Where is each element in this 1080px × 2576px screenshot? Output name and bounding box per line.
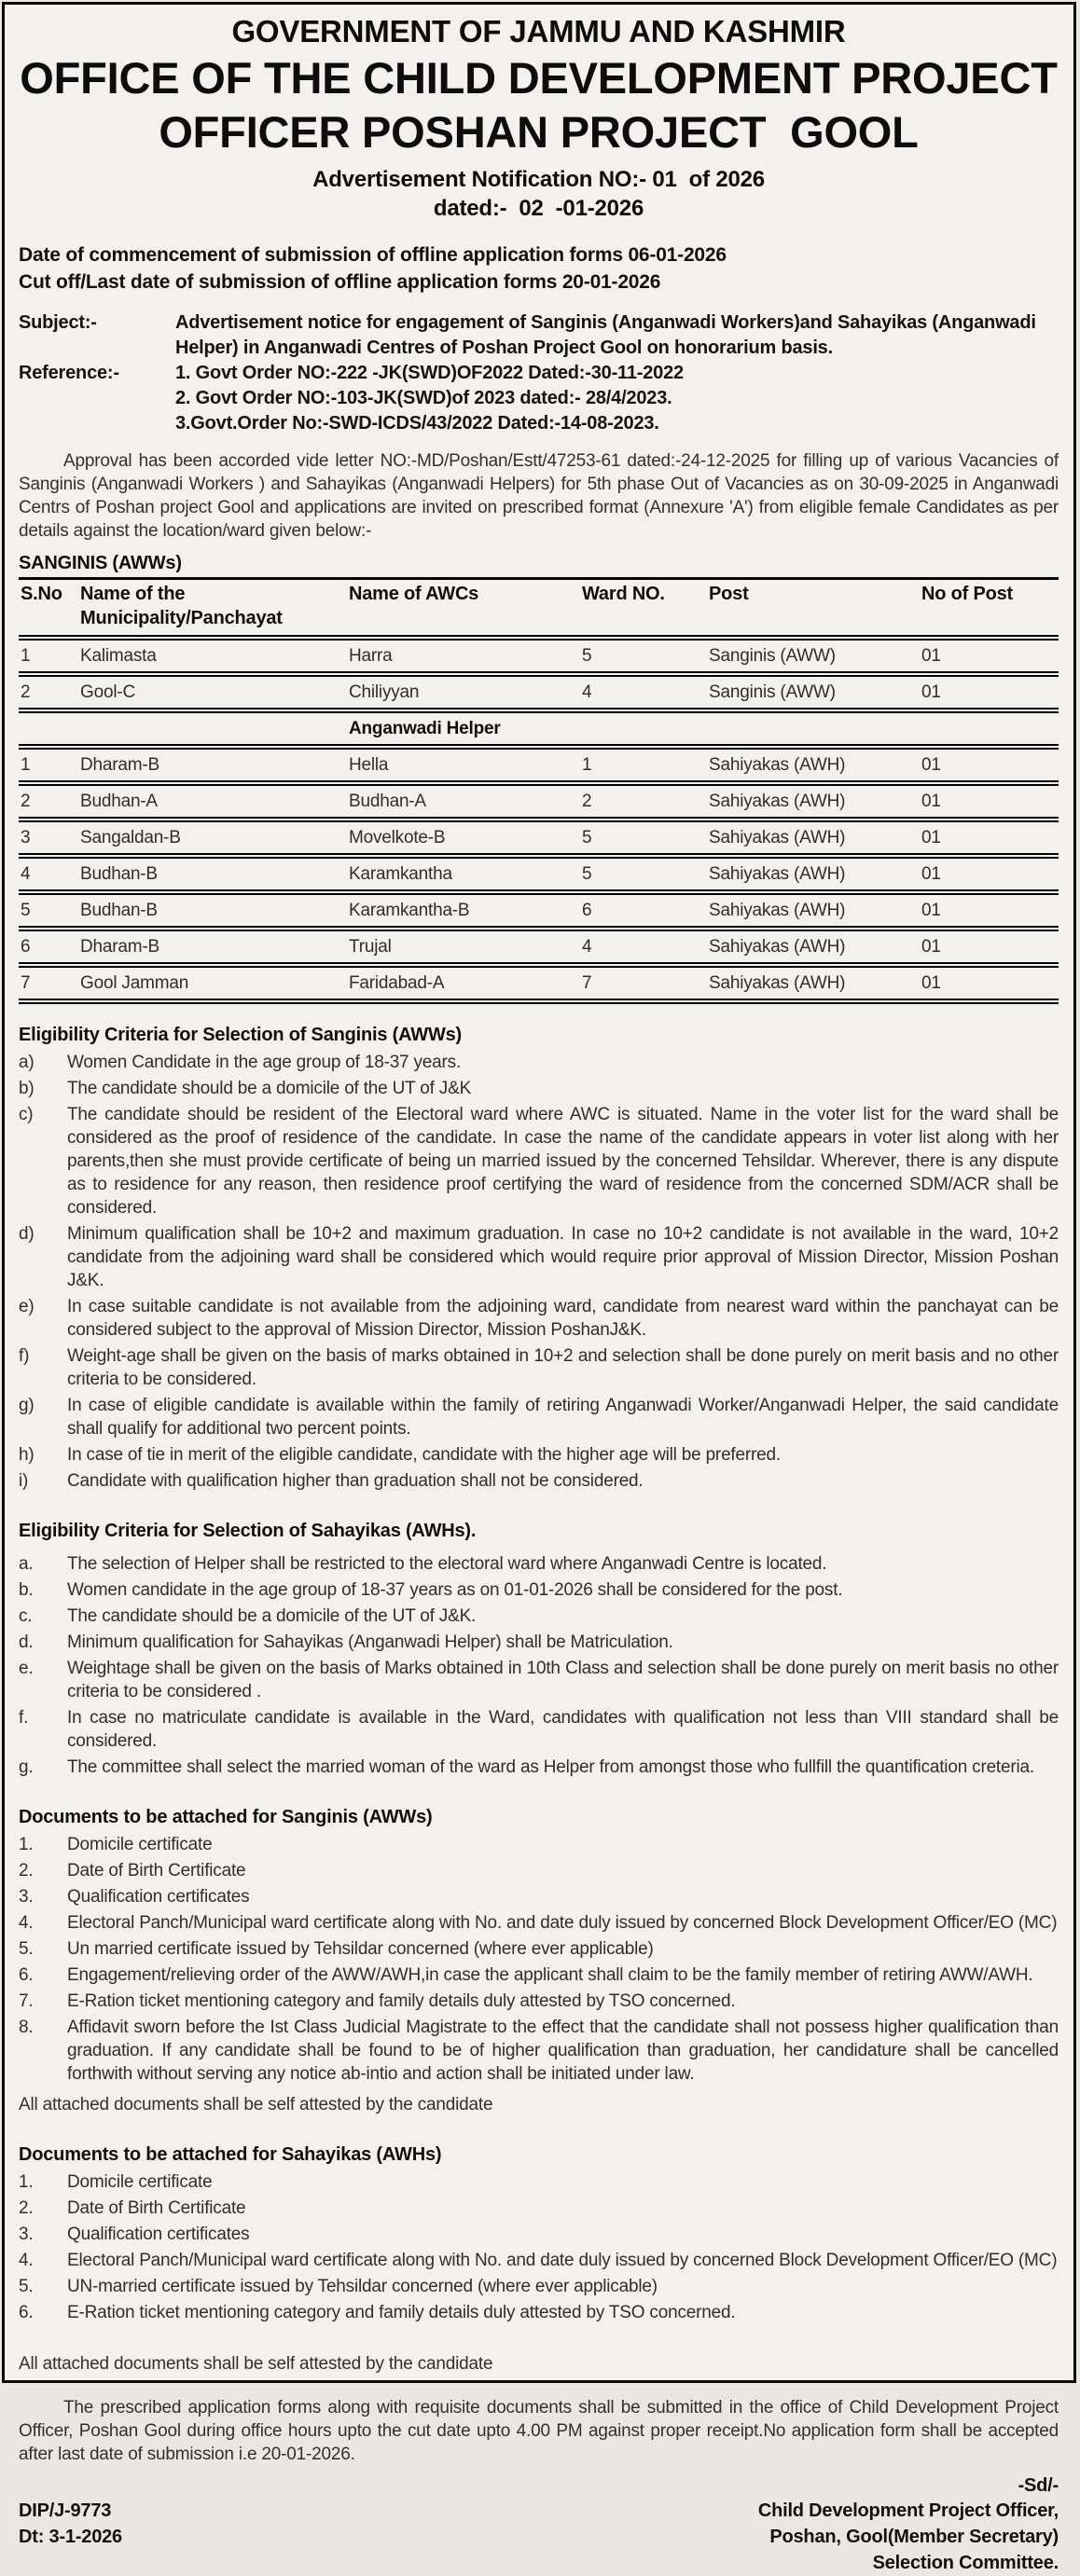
approval-paragraph: Approval has been accorded vide letter NO:-MD/Poshan/Estt/47253-61 dated:-24-12-2025 for filling up of various Vacancies of Sanginis (Anganwadi Workers ) and Sahayikas (Anganwadi Helpers) for 5th phase Out of Vacancies as on 30-09-2025 in Anganwadi Centrs of Poshan project Gool and applications are invited on prescribed format (Annexure 'A') from eligible female Candidates as per details against the location/ward given below:- [19, 451, 1059, 541]
table-cell-empty [920, 710, 1059, 747]
list-text: Affidavit sworn before the Ist Class Judicial Magistrate to the effect that the candidate shall not possess higher qualification than graduation. If any candidate shall be found to be of higher qualification than graduation, her candidature shall be cancelled forthwith without serving any notice ab-intio and action shall be initiated under law. [67, 2018, 1059, 2084]
list-text: Date of Birth Certificate [67, 1861, 246, 1880]
table-cell-awc: Karamkantha [347, 856, 580, 892]
eligibility-sanginis-heading: Eligibility Criteria for Selection of Sanginis (AWWs) [19, 1025, 463, 1045]
notification-date: dated:- 02 -01-2026 [433, 196, 644, 221]
list-item [19, 2301, 1059, 2324]
table-cell-sno: 2 [19, 783, 78, 820]
cutoff-date-line: Cut off/Last date of submission of offline application forms 20-01-2026 [19, 271, 661, 293]
eligibility-sanginis-list [19, 1051, 1059, 1493]
table-row [19, 747, 1059, 783]
list-marker: 7. [19, 1991, 34, 2011]
table-cell-municipality: Dharam-B [78, 929, 347, 965]
dip-block [19, 2498, 122, 2576]
list-text: Electoral Panch/Municipal ward certificate along with No. and date duly issued by concerned Block Development Officer/EO (MC) [67, 2251, 1058, 2270]
list-item [19, 1394, 1059, 1440]
list-text: The candidate should be a domicile of the UT of J&K [67, 1079, 472, 1098]
list-item [19, 1295, 1059, 1342]
list-marker: a) [19, 1053, 35, 1072]
list-marker: 2. [19, 2198, 34, 2218]
list-marker: e. [19, 1659, 34, 1678]
list-item [19, 1552, 1059, 1576]
sd-signature: -Sd/- [1018, 2475, 1059, 2496]
documents-sanginis-list [19, 1833, 1059, 2086]
list-item [19, 1222, 1059, 1292]
dip-date: Dt: 3-1-2026 [19, 2527, 122, 2547]
list-text: Minimum qualification for Sahayikas (Anganwadi Helper) shall be Matriculation. [67, 1632, 673, 1652]
table-cell-awc: Budhan-A [347, 783, 580, 820]
list-marker: 3. [19, 1887, 34, 1907]
list-item [19, 1911, 1059, 1935]
officer-designation-line: Child Development Project Officer, [757, 2500, 1059, 2521]
table-cell-ward: 2 [580, 783, 707, 820]
table-cell-municipality: Kalimasta [78, 638, 347, 674]
table-cell-post: Sahiyakas (AWH) [707, 820, 920, 856]
list-marker: 8. [19, 2018, 34, 2037]
list-marker: d) [19, 1224, 35, 1244]
helper-subheader-cell: Anganwadi Helper [347, 710, 580, 747]
table-cell-post: Sanginis (AWW) [707, 674, 920, 710]
documents-sanginis-heading: Documents to be attached for Sanginis (AWWs) [19, 1807, 433, 1827]
list-item [19, 1605, 1059, 1628]
officer-designation-block [758, 2498, 1059, 2576]
table-cell-awc: Karamkantha-B [347, 892, 580, 929]
list-text: The candidate should be resident of the Electoral ward where AWC is situated. Name in the voter list for the ward shall be considered as the proof of residence of the candidate. In case the name of the candidate appears in voter list along with her parents,then she must provide certificate of being un married issued by the concerned Tehsildar. Wherever, there is any dispute as to residence for any reason, then residence proof certifying the ward of residence from the concerned SDM/ACR shall be considered. [67, 1105, 1059, 1218]
column-header-ward: Ward NO. [580, 579, 707, 639]
closing-paragraph: The prescribed application forms along with requisite documents shall be submitted in the office of Child Development Project Officer, Poshan Gool during office hours upto the cut date upto 4.00 PM against proper receipt.No application form shall be accepted after last date of submission i.e 20-01-2026. [19, 2398, 1059, 2464]
helper-rows [19, 747, 1059, 1001]
vacancy-table [19, 577, 1059, 1004]
list-text: The committee shall select the married woman of the ward as Helper from amongst those who fullfill the quantification creteria. [67, 1757, 1034, 1777]
table-cell-ward: 4 [580, 674, 707, 710]
table-cell-post: Sahiyakas (AWH) [707, 892, 920, 929]
table-cell-sno: 1 [19, 747, 78, 783]
table-cell-noofpost: 01 [920, 820, 1059, 856]
list-text: Women candidate in the age group of 18-37 years as on 01-01-2026 shall be considered for the post. [67, 1580, 843, 1600]
table-row [19, 674, 1059, 710]
table-cell-post: Sanginis (AWW) [707, 638, 920, 674]
officer-designation-line: Poshan, Gool(Member Secretary) [769, 2527, 1059, 2547]
list-item [19, 2016, 1059, 2086]
list-marker: 5. [19, 2277, 34, 2296]
table-cell-empty [707, 710, 920, 747]
list-text: In case of eligible candidate is available within the family of retiring Anganwadi Worker/Anganwadi Helper, the said candidate shall qualify for additional two percent points. [67, 1396, 1059, 1439]
list-text: The candidate should be a domicile of the UT of J&K. [67, 1606, 477, 1626]
list-marker: c. [19, 1606, 33, 1626]
table-cell-noofpost: 01 [920, 929, 1059, 965]
table-cell-ward: 5 [580, 820, 707, 856]
table-cell-post: Sahiyakas (AWH) [707, 783, 920, 820]
table-row [19, 892, 1059, 929]
column-header-awc: Name of AWCs [347, 579, 580, 639]
table-cell-municipality: Sangaldan-B [78, 820, 347, 856]
table-cell-post: Sahiyakas (AWH) [707, 856, 920, 892]
list-text: Minimum qualification shall be 10+2 and maximum graduation. In case no 10+2 candidate is not available in the ward, 10+2 candidate from the adjoining ward shall be considered which would require prior approval of Mission Director, Mission Poshan J&K. [67, 1224, 1059, 1290]
table-cell-awc: Hella [347, 747, 580, 783]
list-text: Candidate with qualification higher than graduation shall not be considered. [67, 1471, 644, 1491]
signature-block [19, 2498, 1059, 2576]
table-row [19, 638, 1059, 674]
table-cell-empty [78, 710, 347, 747]
table-title: SANGINIS (AWWs) [19, 553, 182, 573]
list-text: In case no matriculate candidate is available in the Ward, candidates with qualification not less than VIII standard shall be considered. [67, 1708, 1059, 1751]
header-row [19, 579, 1059, 639]
list-marker: f. [19, 1708, 29, 1728]
table-cell-ward: 5 [580, 638, 707, 674]
table-cell-awc: Trujal [347, 929, 580, 965]
list-marker: g) [19, 1396, 35, 1415]
list-item [19, 1990, 1059, 2013]
table-cell-post: Sahiyakas (AWH) [707, 929, 920, 965]
sanginis-rows [19, 638, 1059, 710]
table-cell-sno: 3 [19, 820, 78, 856]
office-title-line1: OFFICE OF THE CHILD DEVELOPMENT PROJECT [20, 53, 1058, 103]
table-cell-municipality: Dharam-B [78, 747, 347, 783]
list-item [19, 1469, 1059, 1493]
list-item [19, 1706, 1059, 1753]
list-marker: b. [19, 1580, 34, 1600]
table-row [19, 856, 1059, 892]
reference-label: Reference:- [19, 363, 119, 383]
eligibility-sahayikas-heading: Eligibility Criteria for Selection of Sahayikas (AWHs). [19, 1521, 477, 1541]
table-cell-noofpost: 01 [920, 965, 1059, 1001]
key-dates-block [19, 241, 1059, 296]
list-text: Date of Birth Certificate [67, 2198, 246, 2218]
list-text: The selection of Helper shall be restricted to the electoral ward where Anganwadi Centre is located. [67, 1554, 827, 1574]
table-cell-municipality: Budhan-B [78, 892, 347, 929]
table-cell-municipality: Budhan-A [78, 783, 347, 820]
subject-label: Subject:- [19, 312, 97, 333]
vacancy-table-header [19, 579, 1059, 639]
list-text: Electoral Panch/Municipal ward certificate along with No. and date duly issued by concerned Block Development Officer/EO (MC) [67, 1913, 1058, 1933]
list-item [19, 1937, 1059, 1961]
list-marker: 1. [19, 2172, 34, 2192]
table-cell-ward: 4 [580, 929, 707, 965]
officer-designation-line: Selection Committee. [872, 2553, 1059, 2573]
documents-sahayikas-list [19, 2170, 1059, 2324]
list-text: UN-married certificate issued by Tehsildar concerned (where ever applicable) [67, 2277, 658, 2296]
list-item [19, 1859, 1059, 1882]
eligibility-sahayikas-list [19, 1552, 1059, 1779]
list-marker: d. [19, 1632, 34, 1652]
advertisement-notification-number: Advertisement Notification NO:- 01 of 2026 [312, 167, 765, 192]
list-marker: 4. [19, 2251, 34, 2270]
helper-subheader-row [19, 710, 1059, 747]
list-item [19, 1833, 1059, 1856]
table-cell-noofpost: 01 [920, 892, 1059, 929]
list-marker: 4. [19, 1913, 34, 1933]
self-attested-note-sahayikas: All attached documents shall be self attested by the candidate [19, 2354, 493, 2374]
list-item [19, 1756, 1059, 1779]
government-title: GOVERNMENT OF JAMMU AND KASHMIR [231, 14, 846, 48]
table-cell-awc: Chiliyyan [347, 674, 580, 710]
helper-subheader-section [19, 710, 1059, 747]
list-text: In case of tie in merit of the eligible candidate, candidate with the higher age will be preferred. [67, 1445, 781, 1465]
list-marker: i) [19, 1471, 29, 1491]
table-row [19, 783, 1059, 820]
table-cell-sno: 4 [19, 856, 78, 892]
reference-row [19, 361, 1059, 436]
dip-number: DIP/J-9773 [19, 2500, 112, 2521]
list-marker: e) [19, 1297, 35, 1316]
office-title-line2: OFFICER POSHAN PROJECT GOOL [159, 107, 919, 157]
list-marker: 5. [19, 1939, 34, 1959]
list-text: Weight-age shall be given on the basis of marks obtained in 10+2 and selection shall be done purely on merit basis and no other criteria to be considered. [67, 1346, 1059, 1389]
list-marker: b) [19, 1079, 35, 1098]
table-cell-sno: 7 [19, 965, 78, 1001]
table-cell-noofpost: 01 [920, 674, 1059, 710]
table-cell-empty [19, 710, 78, 747]
document-header [19, 12, 1059, 223]
list-item [19, 1443, 1059, 1467]
table-cell-post: Sahiyakas (AWH) [707, 747, 920, 783]
reference-item: 3.Govt.Order No:-SWD-ICDS/43/2022 Dated:-14-08-2023. [175, 413, 659, 434]
subject-text: Advertisement notice for engagement of Sanginis (Anganwadi Workers)and Sahayikas (Anganwadi Helper) in Anganwadi Centres of Poshan Project Gool on honorarium basis. [175, 312, 1036, 358]
table-cell-awc: Movelkote-B [347, 820, 580, 856]
list-item [19, 1344, 1059, 1391]
table-cell-sno: 2 [19, 674, 78, 710]
list-item [19, 1103, 1059, 1219]
list-marker: 2. [19, 1861, 34, 1880]
list-item [19, 1657, 1059, 1703]
table-row [19, 820, 1059, 856]
table-cell-municipality: Gool Jamman [78, 965, 347, 1001]
reference-item: 2. Govt Order NO:-103-JK(SWD)of 2023 dated:- 28/4/2023. [175, 388, 672, 408]
table-cell-noofpost: 01 [920, 638, 1059, 674]
list-marker: 1. [19, 1835, 34, 1854]
table-cell-sno: 6 [19, 929, 78, 965]
list-text: Domicile certificate [67, 1835, 213, 1854]
table-cell-awc: Faridabad-A [347, 965, 580, 1001]
notification-document [2, 2, 1076, 2573]
list-item [19, 1885, 1059, 1908]
list-item [19, 2170, 1059, 2194]
column-header-sno: S.No [19, 579, 78, 639]
list-marker: c) [19, 1105, 34, 1124]
table-cell-noofpost: 01 [920, 856, 1059, 892]
list-text: E-Ration ticket mentioning category and family details duly attested by TSO concerned. [67, 2303, 736, 2322]
list-marker: h) [19, 1445, 35, 1465]
table-cell-awc: Harra [347, 638, 580, 674]
column-header-post: Post [707, 579, 920, 639]
subject-row [19, 310, 1059, 361]
documents-sahayikas-heading: Documents to be attached for Sahayikas (AWHs) [19, 2144, 442, 2165]
list-text: Women Candidate in the age group of 18-37 years. [67, 1053, 462, 1072]
list-marker: 3. [19, 2225, 34, 2244]
list-text: Domicile certificate [67, 2172, 213, 2192]
list-item [19, 1631, 1059, 1654]
table-cell-sno: 1 [19, 638, 78, 674]
list-item [19, 1051, 1059, 1074]
list-item [19, 2275, 1059, 2298]
list-text: Qualification certificates [67, 1887, 250, 1907]
list-marker: a. [19, 1554, 34, 1574]
self-attested-note-sanginis: All attached documents shall be self attested by the candidate [19, 2095, 493, 2115]
table-cell-ward: 6 [580, 892, 707, 929]
table-cell-ward: 7 [580, 965, 707, 1001]
table-cell-ward: 1 [580, 747, 707, 783]
table-row [19, 929, 1059, 965]
commencement-date-line: Date of commencement of submission of offline application forms 06-01-2026 [19, 244, 727, 266]
table-cell-municipality: Budhan-B [78, 856, 347, 892]
list-text: E-Ration ticket mentioning category and family details duly attested by TSO concerned. [67, 1991, 736, 2011]
table-cell-empty [580, 710, 707, 747]
table-row [19, 965, 1059, 1001]
list-marker: 6. [19, 1965, 34, 1985]
list-marker: g. [19, 1757, 34, 1777]
reference-list [175, 361, 1059, 436]
list-marker: 6. [19, 2303, 34, 2322]
list-text: In case suitable candidate is not available from the adjoining ward, candidate from nearest ward within the panchayat can be considered subject to the approval of Mission Director, Mission PoshanJ&K. [67, 1297, 1059, 1340]
column-header-municipality: Name of the Municipality/Panchayat [78, 579, 347, 639]
list-item [19, 1578, 1059, 1602]
table-cell-municipality: Gool-C [78, 674, 347, 710]
list-text: Engagement/relieving order of the AWW/AWH,in case the applicant shall claim to be the family member of retiring AWW/AWH. [67, 1965, 1033, 1985]
table-cell-noofpost: 01 [920, 783, 1059, 820]
column-header-noofpost: No of Post [920, 579, 1059, 639]
table-cell-noofpost: 01 [920, 747, 1059, 783]
list-item [19, 2223, 1059, 2246]
reference-item: 1. Govt Order NO:-222 -JK(SWD)OF2022 Dated:-30-11-2022 [175, 363, 684, 383]
list-marker: f) [19, 1346, 30, 1366]
list-item [19, 2249, 1059, 2272]
list-text: Un married certificate issued by Tehsildar concerned (where ever applicable) [67, 1939, 654, 1959]
list-text: Qualification certificates [67, 2225, 250, 2244]
table-cell-post: Sahiyakas (AWH) [707, 965, 920, 1001]
list-item [19, 2197, 1059, 2220]
table-cell-ward: 5 [580, 856, 707, 892]
list-item [19, 1077, 1059, 1100]
list-item [19, 1963, 1059, 1987]
list-text: Weightage shall be given on the basis of Marks obtained in 10th Class and selection shall be done purely on merit basis no other criteria to be considered . [67, 1659, 1059, 1701]
table-cell-sno: 5 [19, 892, 78, 929]
